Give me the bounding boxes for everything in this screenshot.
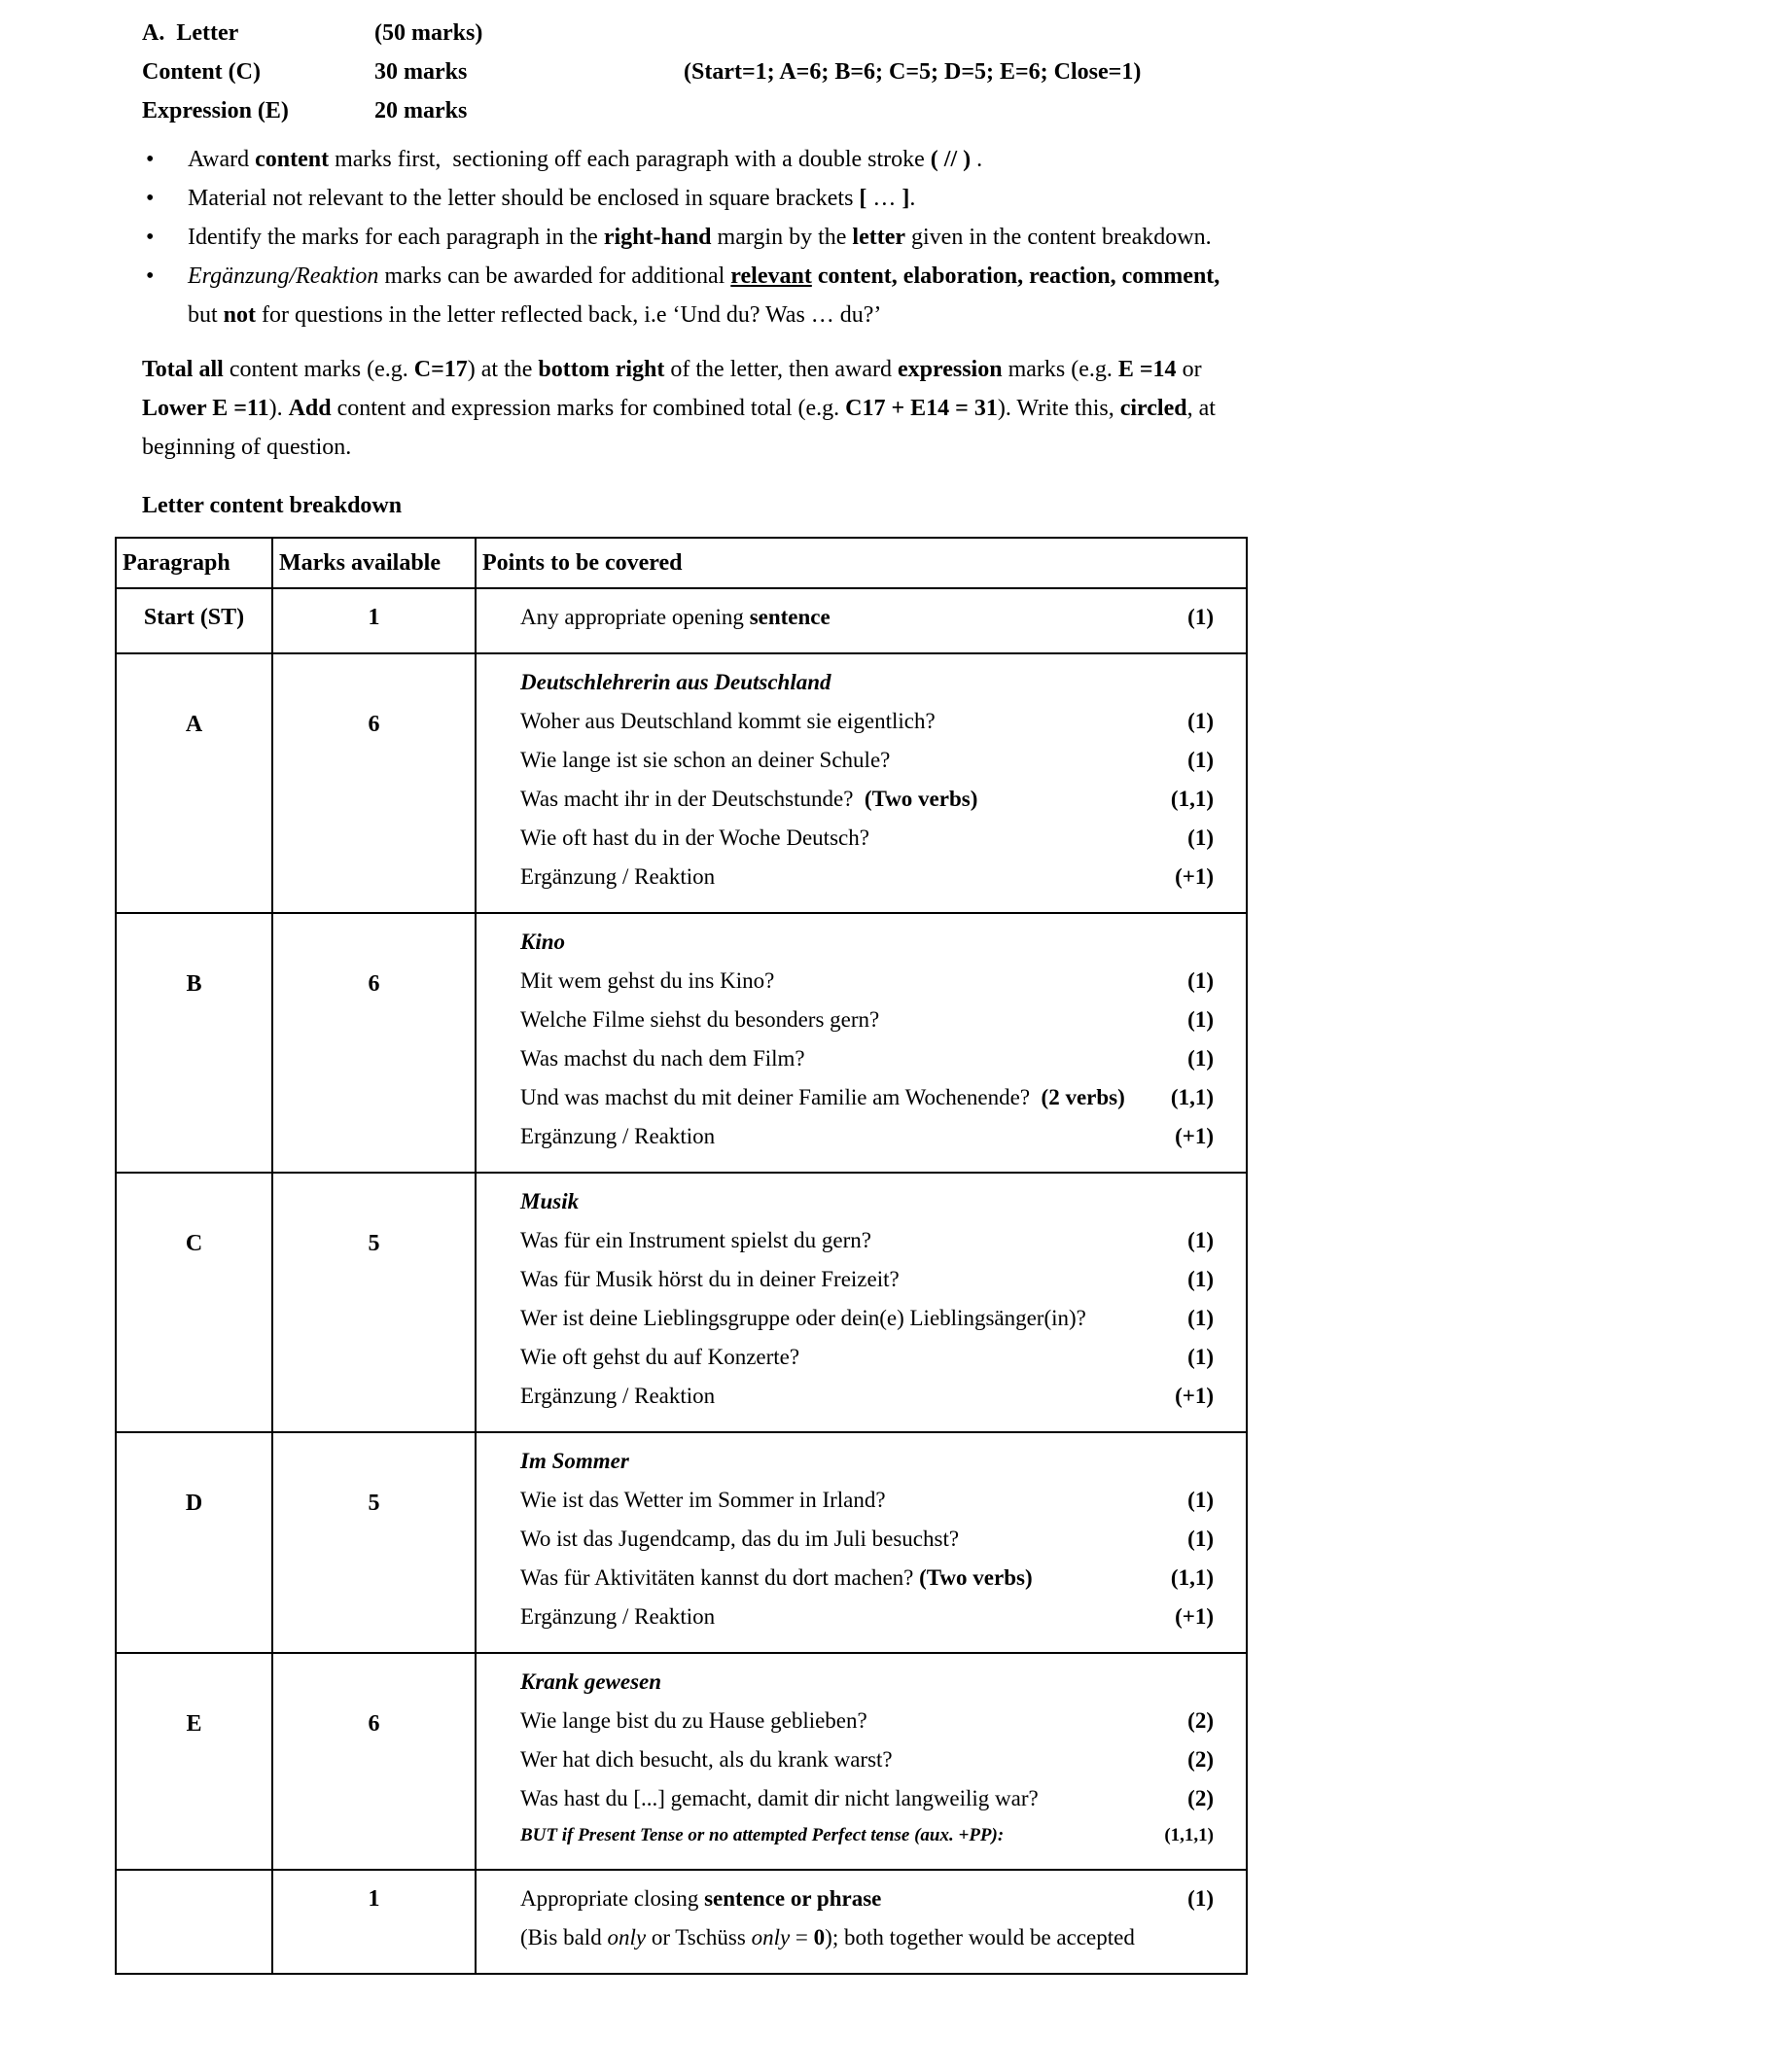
paragraph-cell: D: [116, 1432, 272, 1653]
mark-value: (+1): [1175, 864, 1214, 889]
point-text: [520, 1338, 799, 1377]
point-text: [520, 1879, 881, 1918]
paragraph-cell: Start (ST): [116, 588, 272, 653]
mark-value: (1,1): [1170, 1085, 1214, 1109]
text-segment: not: [223, 302, 257, 328]
points-cell: [476, 1653, 1247, 1870]
point-line: [520, 1598, 1214, 1636]
total-note: [142, 350, 1246, 467]
breakdown-row: [116, 913, 1247, 1173]
text-segment: only: [751, 1925, 791, 1949]
text-segment: content: [255, 147, 330, 172]
text-segment: sentence: [749, 605, 831, 629]
paragraph-cell: C: [116, 1173, 272, 1432]
mark-value: (1): [1187, 748, 1214, 772]
mark-value: (+1): [1175, 1384, 1214, 1408]
instruction-bullet: [146, 218, 1220, 257]
point-line: [520, 1260, 1214, 1299]
content-marks-line: [142, 53, 1253, 91]
point-line: [520, 1117, 1214, 1156]
points-cell: [476, 653, 1247, 913]
text-segment: BUT if Present Tense or no attempted Perfect tense (aux. +PP):: [520, 1825, 1005, 1845]
breakdown-row: [116, 1870, 1247, 1974]
mark-value: (1): [1187, 605, 1214, 629]
point-text: [520, 1740, 893, 1779]
marks-available-cell: 5: [272, 1173, 476, 1432]
marks-available-cell: 6: [272, 913, 476, 1173]
text-segment: Ergänzung / Reaktion: [520, 1604, 716, 1629]
point-text: [520, 1299, 1086, 1338]
point-text: [520, 1520, 959, 1559]
marks-available-cell: 6: [272, 653, 476, 913]
point-text: [520, 663, 831, 702]
text-segment: Und was machst du mit deiner Familie am Wochenende?: [520, 1085, 1042, 1109]
text-segment: Was hast du [...] gemacht, damit dir nicht langweilig war?: [520, 1786, 1039, 1810]
point-text: [520, 1598, 715, 1636]
table-body: [116, 588, 1247, 1974]
point-text: [520, 741, 890, 780]
point-text: [520, 1663, 661, 1702]
text-segment: ( // ): [930, 147, 972, 172]
text-segment: given in the content breakdown.: [905, 225, 1212, 250]
content-marks: 30 marks: [374, 59, 468, 85]
text-segment: Welche Filme siehst du besonders gern?: [520, 1007, 880, 1032]
point-line: [520, 1520, 1214, 1559]
text-segment: =: [790, 1925, 814, 1949]
point-line: [520, 1879, 1214, 1918]
text-segment: Any appropriate opening: [520, 605, 750, 629]
text-segment: sentence or phrase: [704, 1886, 882, 1911]
point-line: [520, 741, 1214, 780]
column-header: Marks available: [272, 538, 476, 588]
point-line: [520, 702, 1214, 741]
table-title: Letter content breakdown: [142, 493, 403, 518]
points-cell: [476, 913, 1247, 1173]
mark-value: (+1): [1175, 1124, 1214, 1148]
text-segment: Deutschlehrerin aus Deutschland: [520, 670, 831, 694]
mark-value: (+1): [1175, 1604, 1214, 1629]
expression-marks-line: [142, 91, 1253, 130]
marks-available-cell: 1: [272, 1870, 476, 1974]
text-segment: Ergänzung / Reaktion: [520, 1384, 716, 1408]
mark-value: (1): [1187, 968, 1214, 993]
text-segment: ]: [902, 186, 910, 211]
point-line: [520, 1481, 1214, 1520]
text-segment: .: [971, 147, 983, 172]
marks-available-cell: 6: [272, 1653, 476, 1870]
mark-value: (1): [1187, 1488, 1214, 1512]
text-segment: ) at the: [467, 357, 539, 382]
point-line: [520, 1740, 1214, 1779]
point-text: [520, 1039, 805, 1078]
text-segment: content, elaboration, reaction, comment,: [817, 263, 1220, 289]
text-segment: Krank gewesen: [520, 1669, 662, 1694]
text-segment: Ergänzung/Reaktion: [188, 263, 379, 289]
point-text: [520, 1918, 1135, 1957]
point-text: [520, 598, 831, 637]
paragraph-cell: B: [116, 913, 272, 1173]
point-text: [520, 962, 774, 1001]
text-segment: ).: [268, 396, 289, 421]
point-text: [520, 1001, 879, 1039]
point-line: [520, 1559, 1214, 1598]
text-segment: Award: [188, 147, 256, 172]
text-segment: content marks (e.g.: [223, 357, 414, 382]
marks-available-cell: 5: [272, 1432, 476, 1653]
point-line: [520, 1299, 1214, 1338]
text-segment: Wie lange ist sie schon an deiner Schule?: [520, 748, 891, 772]
point-line: [520, 1918, 1214, 1957]
points-cell: [476, 1870, 1247, 1974]
text-segment: (2 verbs): [1041, 1085, 1125, 1109]
text-segment: C=17: [413, 357, 468, 382]
point-text: [520, 1182, 579, 1221]
text-segment: Was für Musik hörst du in deiner Freizeit?: [520, 1267, 900, 1291]
section-marks: (50 marks): [374, 20, 483, 46]
content-breakdown-table: [115, 537, 1248, 1975]
topic-heading: [520, 1663, 1214, 1702]
point-text: [520, 1442, 629, 1481]
point-text: [520, 858, 715, 896]
mark-value: (1): [1187, 1228, 1214, 1252]
point-text: [520, 923, 565, 962]
point-line: [520, 819, 1214, 858]
instruction-bullet: [146, 179, 1220, 218]
text-segment: but: [188, 263, 1226, 328]
topic-heading: [520, 923, 1214, 962]
paragraph-cell: E: [116, 1653, 272, 1870]
mark-value: (1): [1187, 1527, 1214, 1551]
text-segment: [: [859, 186, 867, 211]
text-segment: Kino: [520, 930, 566, 954]
text-segment: Im Sommer: [520, 1449, 629, 1473]
mark-value: (1): [1187, 1306, 1214, 1330]
point-text: [520, 1221, 871, 1260]
point-line: [520, 858, 1214, 896]
point-line: [520, 962, 1214, 1001]
text-segment: or: [1176, 357, 1208, 382]
point-text: [520, 1260, 900, 1299]
column-header: Points to be covered: [476, 538, 1247, 588]
expression-marks: 20 marks: [374, 98, 468, 123]
mark-value: (2): [1187, 1747, 1214, 1772]
mark-value: (1): [1187, 1345, 1214, 1369]
mark-value: (1,1): [1170, 1565, 1214, 1590]
text-segment: (Two verbs): [919, 1565, 1033, 1590]
instruction-bullet: [146, 257, 1226, 334]
text-segment: relevant: [730, 263, 812, 289]
text-segment: Was für ein Instrument spielst du gern?: [520, 1228, 871, 1252]
point-text: [520, 1078, 1125, 1117]
mark-value: (1): [1187, 1007, 1214, 1032]
text-segment: Wie oft hast du in der Woche Deutsch?: [520, 825, 869, 850]
point-text: [520, 1377, 715, 1416]
point-text: [520, 819, 869, 858]
text-segment: Add: [288, 396, 332, 421]
text-segment: Was macht ihr in der Deutschstunde?: [520, 787, 865, 811]
instruction-bullet: [146, 140, 1220, 179]
text-segment: of the letter, then award: [664, 357, 898, 382]
text-segment: Wie ist das Wetter im Sommer in Irland?: [520, 1488, 886, 1512]
text-segment: Mit wem gehst du ins Kino?: [520, 968, 775, 993]
text-segment: Wie lange bist du zu Hause geblieben?: [520, 1708, 867, 1733]
points-cell: [476, 1432, 1247, 1653]
text-segment: ); both together would be accepted: [825, 1925, 1135, 1949]
point-text: [520, 702, 936, 741]
text-segment: Woher aus Deutschland kommt sie eigentlich?: [520, 709, 936, 733]
mark-value: (2): [1187, 1708, 1214, 1733]
point-text: [520, 1779, 1039, 1818]
mark-value: (1): [1187, 825, 1214, 850]
point-text: [520, 1702, 867, 1740]
points-cell: [476, 588, 1247, 653]
text-segment: marks can be awarded for additional: [378, 263, 731, 289]
mark-value: (1): [1187, 1267, 1214, 1291]
text-segment: marks (e.g.: [1002, 357, 1118, 382]
point-text: [520, 1481, 886, 1520]
text-segment: (Bis bald: [520, 1925, 608, 1949]
breakdown-row: [116, 588, 1247, 653]
text-segment: Wie oft gehst du auf Konzerte?: [520, 1345, 800, 1369]
mark-value: (1): [1187, 1046, 1214, 1071]
point-line: [520, 598, 1214, 637]
text-segment: Material not relevant to the letter should be enclosed in square brackets: [188, 186, 860, 211]
text-segment: E =14: [1117, 357, 1177, 382]
text-segment: or Tschüss: [646, 1925, 752, 1949]
point-line: [520, 780, 1214, 819]
text-segment: C17 + E14 = 31: [845, 396, 998, 421]
text-segment: expression: [898, 357, 1003, 382]
text-segment: Was machst du nach dem Film?: [520, 1046, 805, 1071]
text-segment: marks first, sectioning off each paragraph with a double stroke: [329, 147, 931, 172]
text-segment: for questions in the letter reflected back, i.e ‘Und du? Was … du?’: [256, 302, 882, 328]
point-text: [520, 780, 977, 819]
topic-heading: [520, 1182, 1214, 1221]
text-segment: content and expression marks for combined total (e.g.: [331, 396, 846, 421]
text-segment: right-hand: [603, 225, 712, 250]
text-segment: ). Write this,: [997, 396, 1120, 421]
topic-heading: [520, 1442, 1214, 1481]
breakdown-row: [116, 1653, 1247, 1870]
text-segment: Musik: [520, 1189, 580, 1213]
text-segment: bottom right: [538, 357, 665, 382]
text-segment: Appropriate closing: [520, 1886, 705, 1911]
text-segment: 0: [813, 1925, 826, 1949]
paragraph-cell: A: [116, 653, 272, 913]
point-line: [520, 1377, 1214, 1416]
text-segment: Identify the marks for each paragraph in the: [188, 225, 604, 250]
text-segment: margin by the: [711, 225, 853, 250]
topic-heading: [520, 663, 1214, 702]
mark-value: (1,1): [1170, 787, 1214, 811]
section-heading-line: [142, 14, 1253, 53]
expression-label: Expression (E): [142, 98, 289, 123]
text-segment: (Two verbs): [864, 787, 978, 811]
mark-value: (1,1,1): [1164, 1825, 1214, 1845]
instruction-bullets: [146, 140, 1226, 334]
mark-value: (2): [1187, 1786, 1214, 1810]
text-segment: only: [607, 1925, 647, 1949]
text-segment: Was für Aktivitäten kannst du dort machen?: [520, 1565, 920, 1590]
text-segment: , at beginning of question.: [142, 396, 1221, 460]
marks-distribution: (Start=1; A=6; B=6; C=5; D=5; E=6; Close=1): [684, 59, 1142, 85]
breakdown-row: [116, 1432, 1247, 1653]
table-header-row: [116, 538, 1247, 588]
mark-value: (1): [1187, 1886, 1214, 1911]
point-line: [520, 1702, 1214, 1740]
section-label: A. Letter: [142, 20, 239, 46]
text-segment: Ergänzung / Reaktion: [520, 864, 716, 889]
text-segment: Wer ist deine Lieblingsgruppe oder dein(e) Lieblingsänger(in)?: [520, 1306, 1086, 1330]
point-line: [520, 1818, 1214, 1853]
point-line: [520, 1779, 1214, 1818]
marks-available-cell: 1: [272, 588, 476, 653]
text-segment: circled: [1119, 396, 1187, 421]
text-segment: …: [866, 186, 902, 211]
breakdown-row: [116, 653, 1247, 913]
text-segment: Total all: [142, 357, 224, 382]
point-text: [520, 1559, 1033, 1598]
text-segment: letter: [852, 225, 906, 250]
point-line: [520, 1078, 1214, 1117]
point-text: [520, 1117, 715, 1156]
point-line: [520, 1001, 1214, 1039]
point-line: [520, 1338, 1214, 1377]
mark-value: (1): [1187, 709, 1214, 733]
text-segment: Ergänzung / Reaktion: [520, 1124, 716, 1148]
table-head: [116, 538, 1247, 588]
text-segment: Wer hat dich besucht, als du krank warst?: [520, 1747, 893, 1772]
point-text: [520, 1818, 1004, 1853]
point-line: [520, 1221, 1214, 1260]
text-segment: Wo ist das Jugendcamp, das du im Juli besuchst?: [520, 1527, 960, 1551]
text-segment: .: [909, 186, 916, 211]
text-segment: Lower E =11: [142, 396, 269, 421]
content-label: Content (C): [142, 59, 261, 85]
points-cell: [476, 1173, 1247, 1432]
point-line: [520, 1039, 1214, 1078]
column-header: Paragraph: [116, 538, 272, 588]
paragraph-cell: [116, 1870, 272, 1974]
breakdown-row: [116, 1173, 1247, 1432]
